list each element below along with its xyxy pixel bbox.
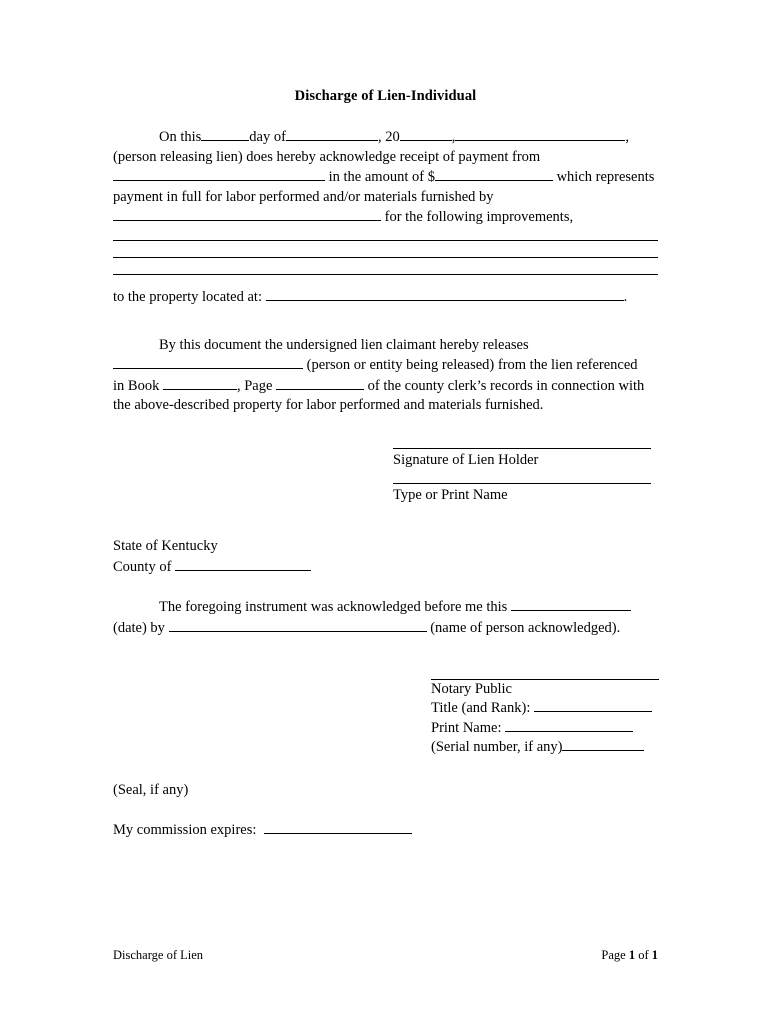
payment-full-text: payment in full for labor performed and/or materials furnished by [113,188,494,205]
paragraph-receipt [113,127,658,228]
notary-print-name-line [431,718,671,738]
date-by-text: (date) by [113,619,165,636]
property-period: . [623,288,628,305]
notary-block [431,679,671,757]
amount-blank[interactable] [435,167,553,181]
acknowledgment-paragraph [113,597,658,638]
month-blank[interactable] [286,127,378,141]
jurisdiction-block [113,537,658,577]
signature-block [393,448,655,505]
signature-label: Signature of Lien Holder [393,451,539,468]
acknowledgment-date-blank[interactable] [511,597,631,611]
payer-blank[interactable] [113,167,325,181]
furnished-by-blank[interactable] [113,207,381,221]
footer-page-indicator [601,948,658,963]
page-footer [113,948,658,963]
page-blank[interactable] [276,376,364,390]
page-text: , Page [236,377,273,394]
footer-page-word: Page [601,948,626,962]
print-name-label: Type or Print Name [393,486,508,503]
name-of-person-text: (name of person acknowledged). [430,619,621,636]
commission-expires-blank[interactable] [264,820,412,834]
paragraph-release [113,336,658,416]
above-described-text: the above-described property for labor performed and materials furnished. [113,397,544,414]
name-blank[interactable] [455,127,625,141]
county-label: County of [113,558,172,575]
on-this-text: On this [159,129,202,145]
notary-title-line [431,698,671,718]
improvements-text: for the following improvements, [384,209,574,226]
year-prefix-text: , 20 [377,129,400,145]
notary-serial-blank[interactable] [562,737,644,751]
property-address-blank[interactable] [266,287,624,301]
notary-serial-line [431,737,671,757]
notary-title-blank[interactable] [534,698,652,712]
comma-text: , [451,129,456,145]
person-entity-text: (person or entity being released) from the lien referenced [306,357,638,374]
acknowledged-person-blank[interactable] [169,618,427,632]
day-blank[interactable] [201,127,249,141]
notary-print-name-blank[interactable] [505,718,633,732]
footer-of-word: of [638,948,649,962]
notary-public-label: Notary Public [431,680,512,697]
footer-page-number: 1 [628,948,636,962]
which-represents-text: which represents [556,169,655,186]
book-blank[interactable] [163,376,237,390]
person-releasing-text: (person releasing lien) does hereby acknowledge receipt of payment from [113,148,541,165]
page-title: Discharge of Lien-Individual [294,88,477,104]
year-blank[interactable] [400,127,452,141]
release-text: By this document the undersigned lien claimant hereby releases [159,336,529,353]
in-book-text: in Book [113,377,160,394]
clerk-records-text: of the county clerk’s records in connection with [367,377,645,394]
notary-serial-label: (Serial number, if any) [431,739,563,755]
amount-label: in the amount of $ [328,169,435,186]
day-of-text: day of [249,129,286,145]
seal-note: (Seal, if any) [113,781,189,798]
notary-print-name-label: Print Name: [431,719,502,736]
document-body [113,88,658,841]
trailing-comma: , [625,129,629,145]
notary-title-label: Title (and Rank): [431,700,531,716]
commission-expires-label: My commission expires: [113,822,257,839]
acknowledgment-text: The foregoing instrument was acknowledged before me this [159,599,508,616]
commission-expires-line [113,820,658,841]
footer-page-total: 1 [651,948,658,962]
property-location-line [113,287,658,308]
released-party-blank[interactable] [113,355,303,369]
property-located-text: to the property located at: [113,288,262,305]
state-label: State of Kentucky [113,538,218,555]
footer-document-name: Discharge of Lien [113,948,204,962]
county-blank[interactable] [175,557,311,571]
